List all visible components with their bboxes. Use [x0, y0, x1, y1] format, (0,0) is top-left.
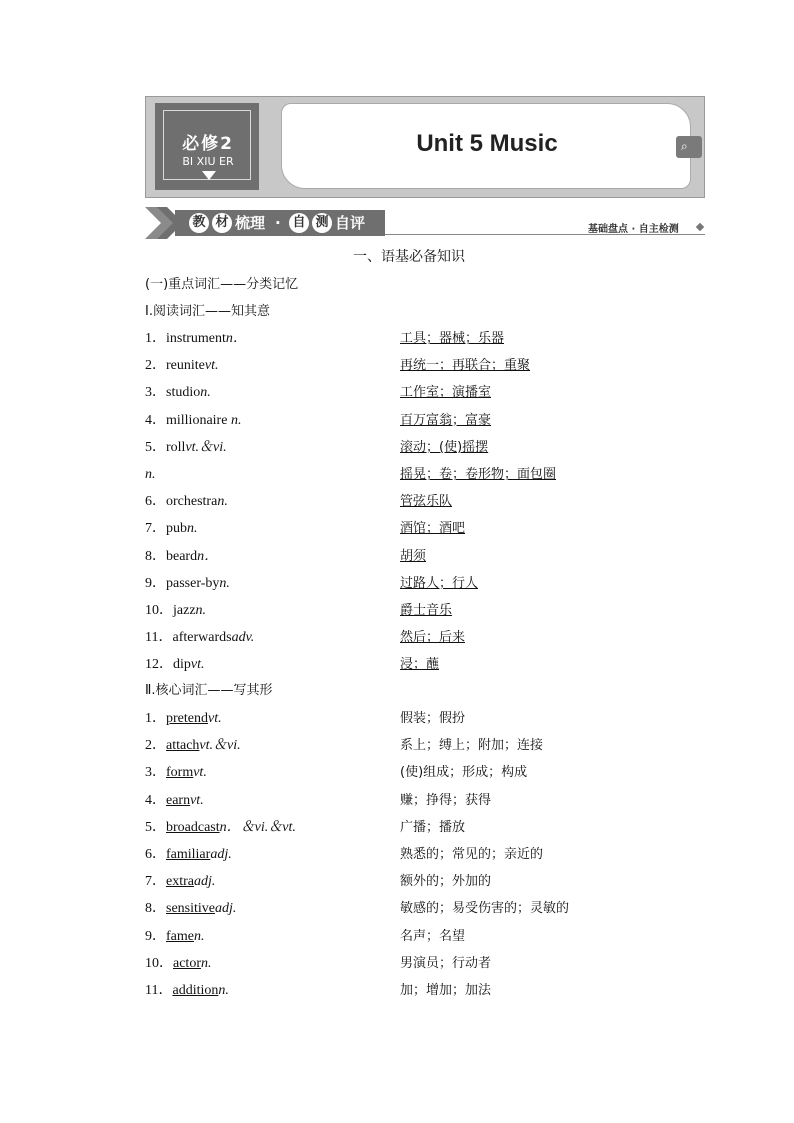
vocab-meaning: 假装；假扮: [400, 711, 466, 726]
vocab-word: pub: [166, 521, 187, 537]
vocab-entry: [145, 657, 205, 673]
vocab-entry: [145, 521, 198, 537]
vocab-word: afterwards: [172, 630, 232, 646]
bar-char-3: 自: [289, 213, 309, 233]
vocab-word: sensitive: [166, 901, 215, 917]
vocab-pos: n.: [218, 983, 229, 998]
bar-char-4: 测: [312, 213, 332, 233]
vocab-pos: n.: [227, 412, 242, 428]
section-bar: [175, 210, 385, 236]
vocab-meaning: 摇晃；卷；卷形物；面包圈: [400, 467, 557, 482]
vocab-entry: [145, 331, 247, 347]
vocab-word: passer-by: [166, 575, 220, 591]
vocab-meaning: 酒馆；酒吧: [400, 521, 466, 537]
vocab-pos: n．＆vi.＆vt.: [219, 819, 296, 835]
vocab-entry: [145, 765, 207, 781]
section-bar-label: 基础盘点 · 自主检测: [588, 224, 679, 235]
vocab-number: 3．: [145, 385, 166, 401]
reading-vocab-title: Ⅰ.阅读词汇——知其意: [145, 304, 270, 319]
vocab-pos: n.: [200, 955, 212, 971]
vocab-number: 1．: [145, 331, 166, 346]
vocab-entry: [145, 874, 215, 890]
vocab-word: attach: [166, 738, 200, 754]
vocab-number: 7．: [145, 521, 166, 537]
vocab-entry: [145, 576, 230, 592]
vocab-pos: vt.: [204, 358, 219, 374]
vocab-word: pretend: [166, 711, 208, 726]
bar-char-2: 材: [212, 213, 232, 233]
vocab-meaning: 广播；播放: [400, 819, 466, 835]
vocab-number: 10．: [145, 603, 173, 618]
vocab-entry: [145, 983, 229, 999]
bar-dot: ·: [275, 214, 281, 232]
vocab-pos: n.: [193, 928, 205, 944]
vocab-entry: [145, 738, 241, 754]
vocab-number: 10．: [145, 955, 173, 971]
vocab-word: broadcast: [166, 819, 220, 835]
vocab-meaning: 爵士音乐: [400, 603, 453, 618]
unit-title: Unit 5 Music: [416, 130, 558, 157]
vocab-word: roll: [166, 439, 186, 455]
vocab-entry: [145, 385, 211, 401]
vocab-pos: vt.: [190, 792, 204, 808]
vocab-pos: n．: [225, 331, 247, 346]
vocab-meaning: 过路人；行人: [400, 575, 479, 591]
vocab-pos: vt.: [207, 711, 222, 726]
vocab-entry: [145, 494, 228, 510]
vocab-entry: [145, 603, 206, 619]
badge-pinyin: BI XIU ER: [182, 155, 234, 168]
vocab-word: reunite: [166, 358, 205, 374]
vocab-pos: n.: [217, 494, 228, 510]
vocab-number: 4．: [145, 792, 166, 808]
vocab-meaning: 名声；名望: [400, 928, 466, 944]
vocab-word: instrument: [166, 331, 226, 346]
bar-char-1: 教: [189, 213, 209, 233]
vocab-number: 5．: [145, 819, 166, 835]
vocab-pos: n.: [200, 385, 211, 401]
vocab-meaning: 熟悉的；常见的；亲近的: [400, 847, 544, 862]
badge-title: 必修2: [182, 134, 234, 154]
bar-text-2: 自评: [335, 214, 366, 232]
vocab-number: 9．: [145, 928, 166, 944]
vocab-word: millionaire: [166, 412, 228, 428]
vocab-pos: vt.: [193, 765, 207, 781]
vocab-word: dip: [173, 657, 191, 673]
vocab-entry: [145, 413, 241, 429]
vocab-entry: [145, 847, 232, 863]
vocab-pos: adv.: [231, 630, 255, 646]
unit-title-box: [281, 103, 691, 189]
vocab-pos: n.: [187, 521, 198, 537]
vocab-pos: n．: [197, 548, 219, 564]
vocab-meaning: 赚；挣得；获得: [400, 792, 492, 808]
vocab-number: 5．: [145, 439, 166, 455]
vocab-number: 8．: [145, 901, 166, 917]
triangle-down-icon: [202, 171, 216, 180]
vocab-word: form: [166, 765, 194, 781]
vocab-meaning: 浸；蘸: [400, 657, 440, 673]
part-title: (一)重点词汇——分类记忆: [145, 277, 299, 292]
vocab-entry: [145, 549, 218, 565]
vocab-word: familiar: [166, 847, 211, 862]
vocab-pos: vt.＆vi.: [185, 439, 227, 455]
vocab-entry: [145, 440, 227, 456]
vocab-number: 11．: [145, 983, 173, 998]
vocab-number: 12．: [145, 657, 173, 673]
vocab-word: fame: [166, 928, 194, 944]
vocab-number: 9．: [145, 575, 166, 591]
vocab-number: 8．: [145, 548, 166, 564]
section-heading: 一、语基必备知识: [353, 249, 465, 265]
vocab-meaning: 工作室；演播室: [400, 385, 492, 401]
vocab-meaning: 加；增加；加法: [400, 983, 492, 998]
vocab-pos: vt.: [190, 657, 205, 673]
vocab-meaning: 再统一；再联合；重聚: [400, 358, 531, 374]
vocab-word: addition: [172, 983, 219, 998]
vocab-word: jazz: [173, 603, 196, 618]
vocab-entry: [145, 820, 296, 836]
vocab-number: 11．: [145, 630, 173, 646]
core-vocab-title: Ⅱ.核心词汇——写其形: [145, 683, 273, 698]
vocab-number: 4．: [145, 412, 166, 428]
vocab-word: orchestra: [166, 494, 218, 510]
vocab-meaning: 胡须: [400, 548, 427, 564]
vocab-pos: adj.: [210, 847, 232, 862]
vocab-meaning: 工具；器械；乐器: [400, 331, 505, 346]
vocab-word: earn: [166, 792, 191, 808]
vocab-number: 3．: [145, 765, 166, 781]
vocab-pos: n.: [145, 467, 156, 482]
vocab-entry: [145, 929, 204, 945]
vocab-number: 2．: [145, 738, 166, 754]
vocab-pos: n.: [195, 603, 207, 618]
vocab-entry: [145, 467, 156, 483]
vocab-meaning: (使)组成；形成；构成: [400, 765, 528, 781]
bar-text-1: 梳理: [235, 214, 266, 232]
vocab-number: 6．: [145, 494, 166, 510]
vocab-pos: n.: [219, 575, 230, 591]
vocab-entry: [145, 630, 254, 646]
vocab-meaning: 敏感的；易受伤害的；灵敏的: [400, 901, 570, 917]
vocab-pos: adj.: [215, 901, 237, 917]
vocab-meaning: 额外的；外加的: [400, 874, 492, 890]
vocab-number: 7．: [145, 874, 166, 890]
vocab-entry: [145, 793, 204, 809]
vocab-entry: [145, 901, 236, 917]
vocab-number: 1．: [145, 711, 166, 726]
vocab-meaning: 百万富翁；富豪: [400, 412, 492, 428]
vocab-meaning: 男演员；行动者: [400, 955, 492, 971]
vocab-word: studio: [166, 385, 201, 401]
vocab-pos: adj.: [193, 874, 216, 890]
vocab-word: beard: [166, 548, 198, 564]
vocab-meaning: 管弦乐队: [400, 494, 453, 510]
course-badge: [155, 103, 259, 190]
vocab-entry: [145, 956, 211, 972]
vocab-entry: [145, 358, 218, 374]
vocab-meaning: 系上；缚上；附加；连接: [400, 738, 544, 754]
diamond-icon: [696, 223, 704, 231]
search-icon[interactable]: ⌕: [676, 136, 702, 158]
vocab-meaning: 然后；后来: [400, 630, 466, 646]
vocab-number: 2．: [145, 358, 166, 374]
vocab-number: 6．: [145, 847, 166, 862]
vocab-pos: vt.＆vi.: [199, 738, 241, 754]
vocab-meaning: 滚动；(使)摇摆: [400, 439, 489, 455]
vocab-entry: [145, 711, 222, 727]
vocab-word: actor: [173, 955, 201, 971]
vocab-word: extra: [166, 874, 194, 890]
